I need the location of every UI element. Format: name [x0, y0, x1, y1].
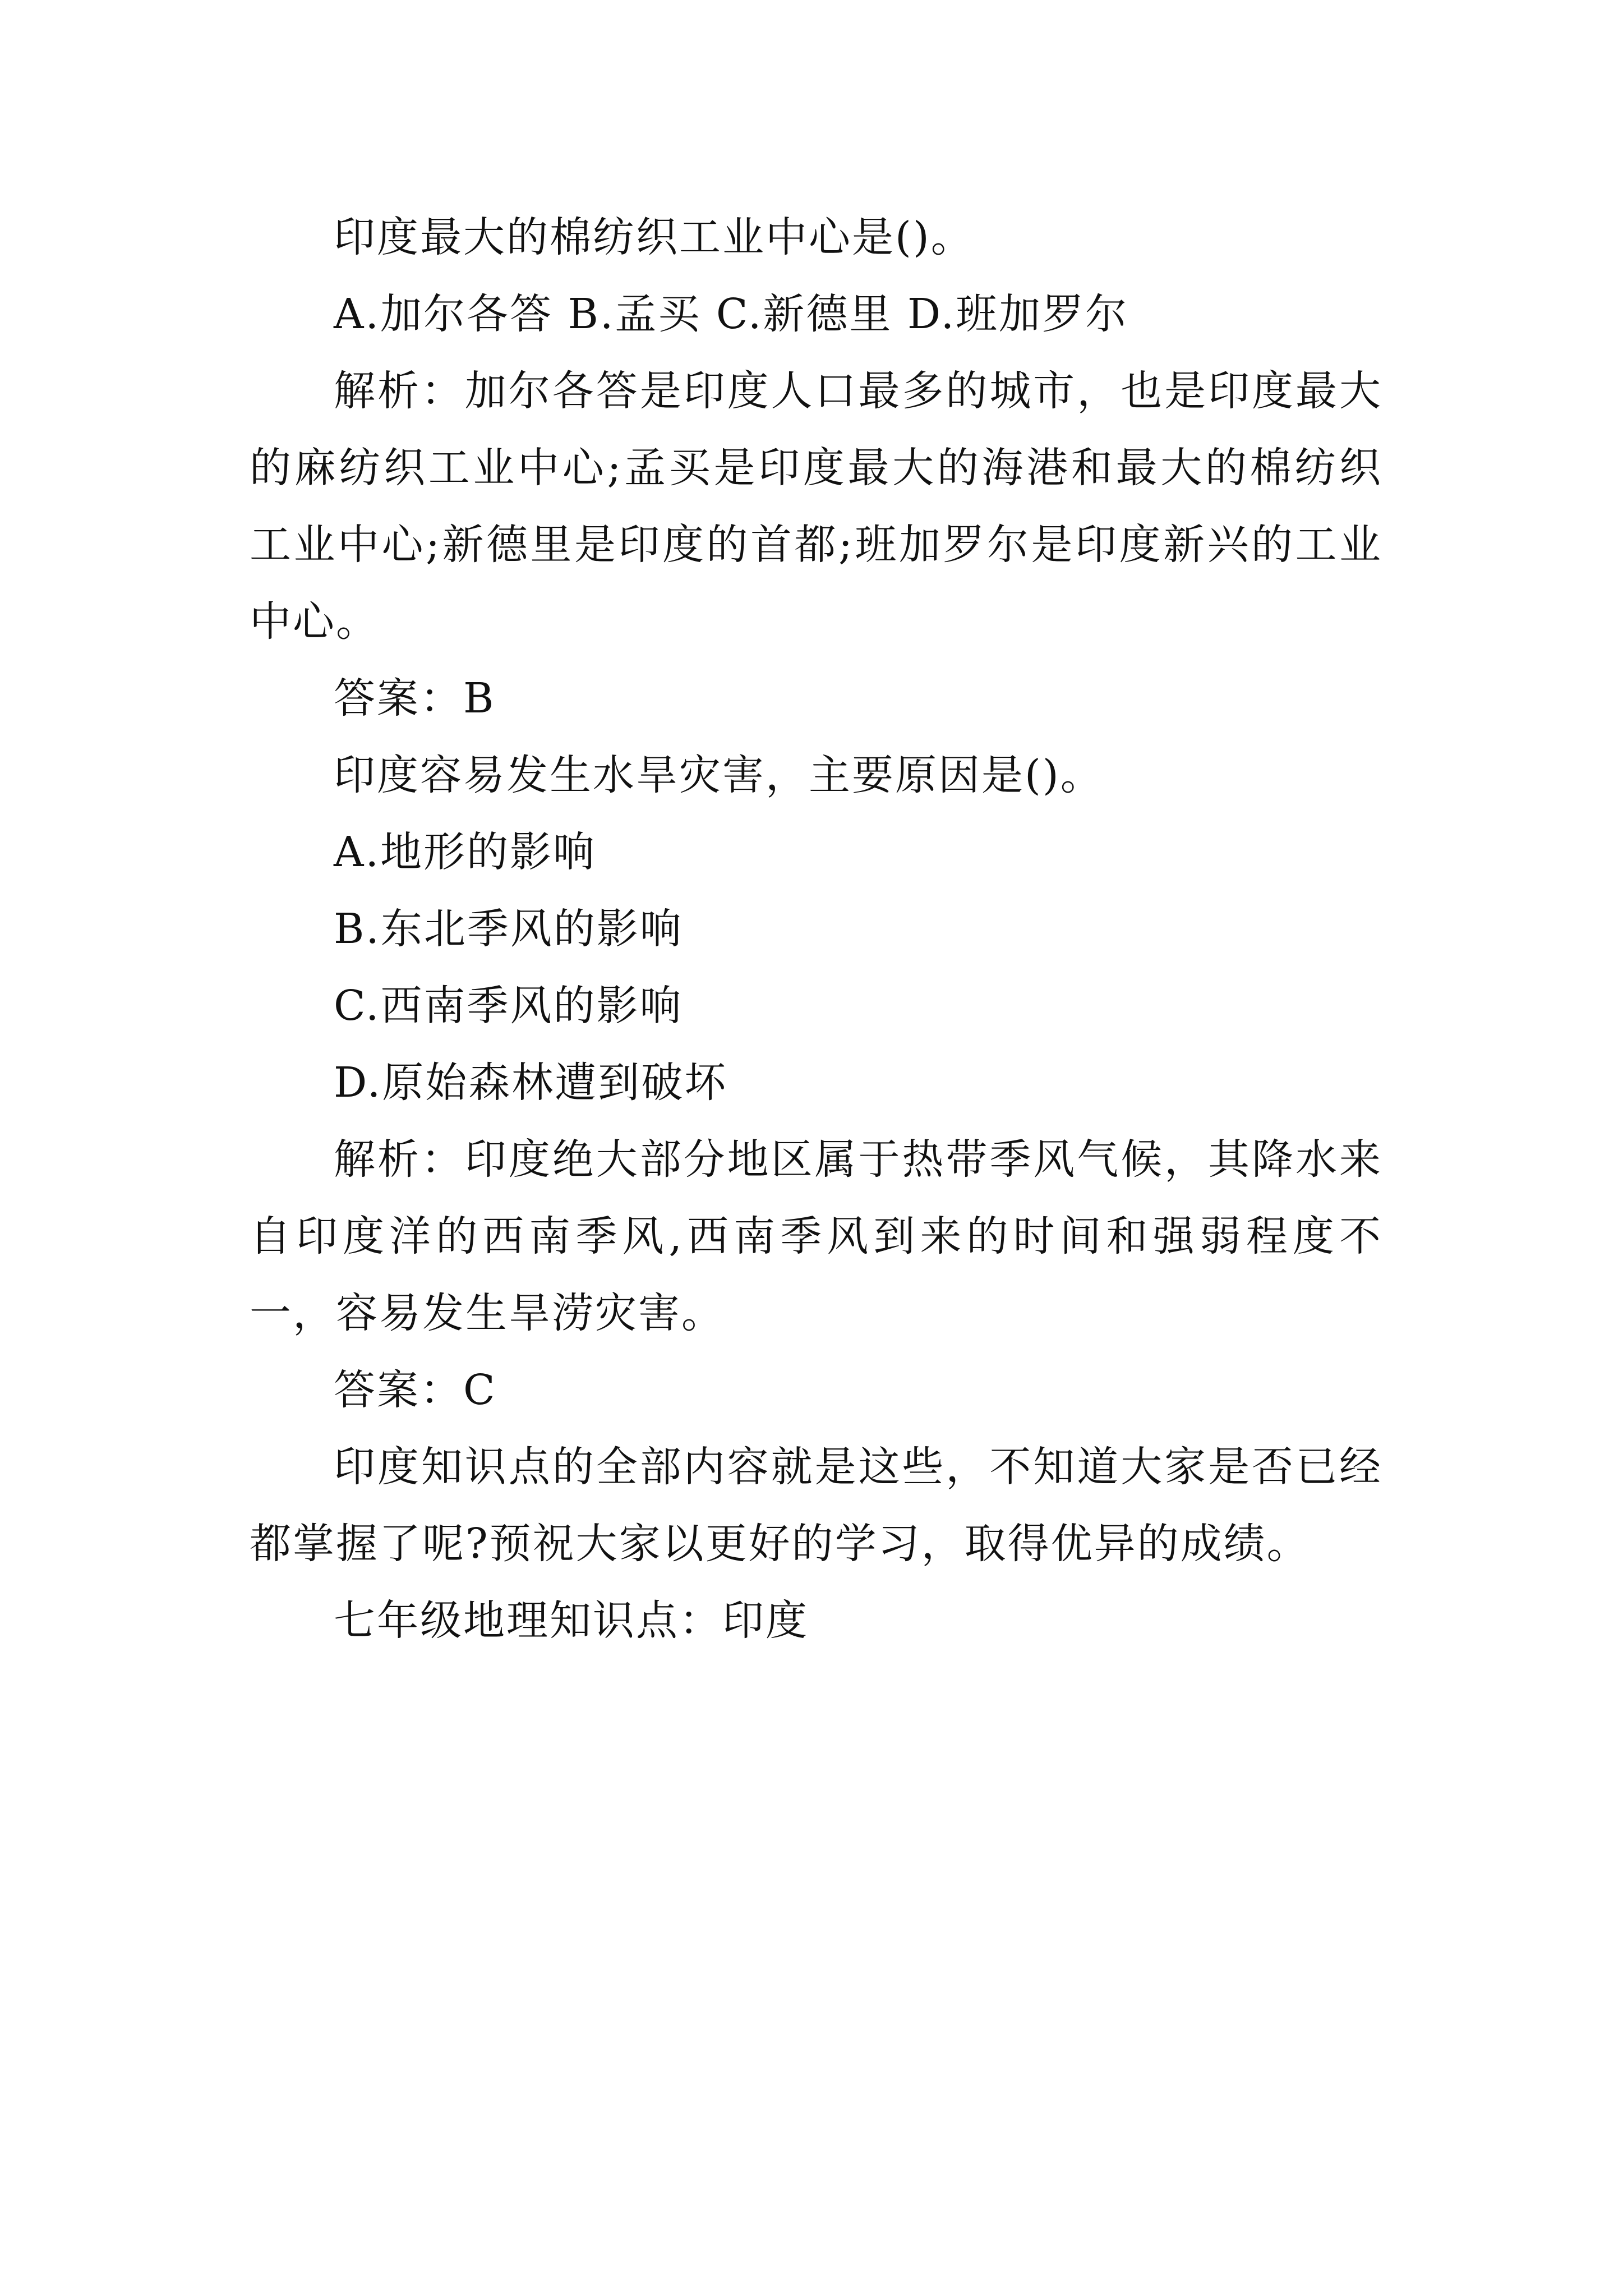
question-2-option-d: D.原始森林遭到破坏	[334, 1059, 728, 1107]
question-1-answer: 答案：B	[334, 674, 496, 723]
question-2-answer: 答案：C	[334, 1366, 497, 1414]
question-2-option-a: A.地形的影响	[334, 828, 596, 876]
question-1-analysis: 解析：加尔各答是印度人口最多的城市，也是印度最大的麻纺织工业中心;孟买是印度最大的海港和最大的棉纺织工业中心;新德里是印度的首都;班加罗尔是印度新兴的工业中心。	[250, 367, 1382, 646]
question-2-option-c: C.西南季风的影响	[334, 982, 683, 1030]
question-2-analysis: 解析：印度绝大部分地区属于热带季风气候，其降水来自印度洋的西南季风,西南季风到来的时间和强弱程度不一，容易发生旱涝灾害。	[250, 1135, 1382, 1337]
document-body	[250, 199, 1382, 1659]
question-2: 印度容易发生水旱灾害，主要原因是()。	[334, 751, 1104, 799]
question-1: 印度最大的棉纺织工业中心是()。	[334, 213, 974, 261]
section-title: 七年级地理知识点：印度	[334, 1596, 809, 1645]
closing-paragraph: 印度知识点的全部内容就是这些，不知道大家是否已经都掌握了呢?预祝大家以更好的学习，取得优异的成绩。	[250, 1443, 1382, 1568]
question-1-options: A.加尔各答 B.孟买 C.新德里 D.班加罗尔	[334, 290, 1129, 338]
question-2-option-b: B.东北季风的影响	[334, 905, 683, 953]
